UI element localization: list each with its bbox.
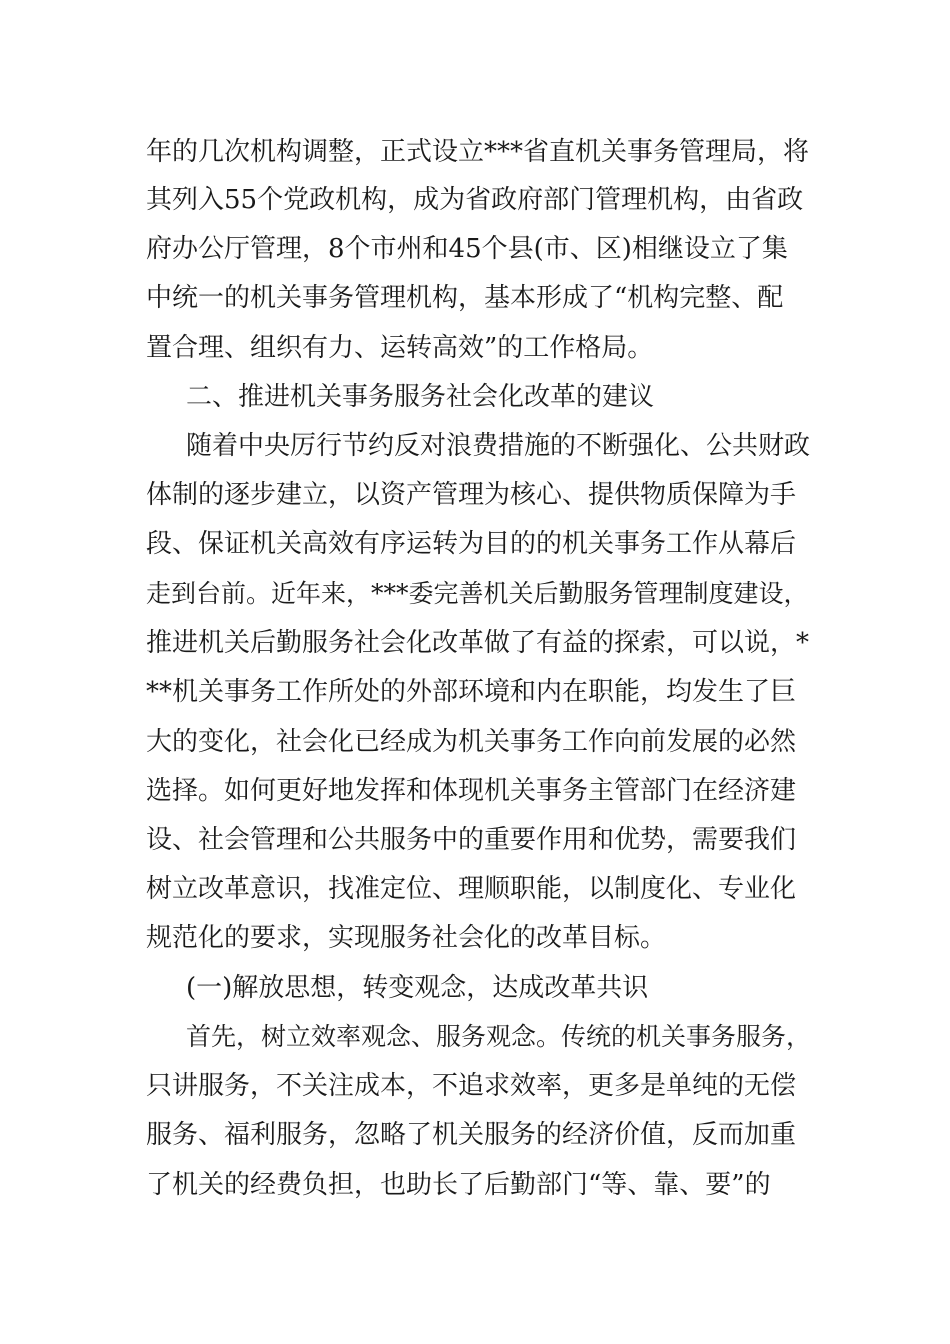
- text-line: 府办公厅管理，8个市州和45个县(市、区)相继设立了集: [146, 234, 788, 264]
- text-line: 体制的逐步建立，以资产管理为核心、提供物质保障为手: [146, 480, 797, 510]
- text-line: 中统一的机关事务管理机构，基本形成了“机构完整、配: [146, 283, 784, 313]
- text-line: 规范化的要求，实现服务社会化的改革目标。: [146, 923, 667, 953]
- text-line: 大的变化，社会化已经成为机关事务工作向前发展的必然: [146, 727, 797, 757]
- text-line: 只讲服务，不关注成本，不追求效率，更多是单纯的无偿: [146, 1071, 797, 1101]
- text-line: 树立改革意识，找准定位、理顺职能，以制度化、专业化: [146, 874, 797, 904]
- subsection-heading: (一)解放思想，转变观念，达成改革共识: [186, 973, 649, 1003]
- text-line: 推进机关后勤服务社会化改革做了有益的探索，可以说，*: [146, 628, 810, 658]
- text-line: 随着中央厉行节约反对浪费措施的不断强化、公共财政: [186, 431, 811, 461]
- text-line: 走到台前。近年来，***委完善机关后勤服务管理制度建设，: [146, 579, 809, 608]
- text-line: 年的几次机构调整，正式设立***省直机关事务管理局，将: [146, 137, 810, 167]
- text-line: 设、社会管理和公共服务中的重要作用和优势，需要我们: [146, 825, 797, 855]
- text-line: 段、保证机关高效有序运转为目的的机关事务工作从幕后: [146, 529, 797, 559]
- text-line: 置合理、组织有力、运转高效”的工作格局。: [146, 333, 654, 363]
- text-line: 了机关的经费负担，也助长了后勤部门“等、靠、要”的: [146, 1170, 771, 1200]
- text-line: 选择。如何更好地发挥和体现机关事务主管部门在经济建: [146, 776, 797, 806]
- text-line: **机关事务工作所处的外部环境和内在职能，均发生了巨: [146, 677, 797, 707]
- text-line: 首先，树立效率观念、服务观念。传统的机关事务服务，: [186, 1022, 812, 1051]
- text-line: 其列入55个党政机构，成为省政府部门管理机构，由省政: [146, 185, 804, 215]
- section-heading: 二、推进机关事务服务社会化改革的建议: [186, 382, 655, 412]
- text-line: 服务、福利服务，忽略了机关服务的经济价值，反而加重: [146, 1120, 797, 1150]
